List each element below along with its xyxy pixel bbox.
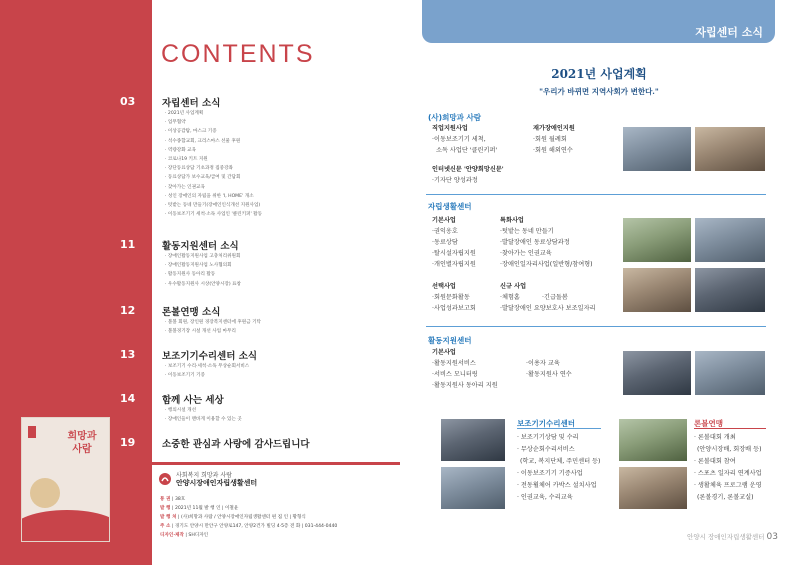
program-title: 기본사업 (432, 217, 456, 224)
program-item: ·활동지원서비스 (432, 360, 476, 367)
photo-repair-2 (440, 466, 506, 510)
page-footer (687, 532, 778, 542)
toc-sub-list (165, 406, 242, 424)
toc-sub-item[interactable]: · 장애인활동지원사업 고충처리위원회 (165, 254, 241, 259)
photo-seminar (694, 350, 766, 396)
toc-title[interactable]: 소중한 관심과 사랑에 감사드립니다 (162, 439, 310, 450)
cover-title: 희망과 사람 (67, 431, 97, 455)
toc-sub-item[interactable]: · 장단동료상담 기초과정 집중강좌 (165, 166, 233, 172)
magazine-cover-thumbnail (21, 417, 110, 542)
program-item: ·회원문화활동 (432, 294, 470, 301)
program-item: · 전동휠체어 카박스 설치사업 (517, 482, 597, 489)
photo-repair-1 (440, 418, 506, 462)
photo-lawnbowls-1 (618, 418, 688, 462)
section-header-tab (422, 0, 775, 43)
toc-sub-item[interactable]: · 장애인들이 맨바게 이용할 수 있는 곳 (165, 417, 242, 423)
toc-sub-list (165, 109, 262, 219)
section-heading-activity: 활동지원센터 (428, 336, 472, 345)
organization-logo-icon (158, 472, 172, 486)
program-item: ·체험홈 (500, 294, 520, 301)
toc-sub-item[interactable]: · 2021년 사업계획 (165, 111, 204, 116)
contents-title: CONTENTS (161, 40, 315, 68)
toc-sub-item[interactable]: · 행의시설 개선 (165, 408, 197, 413)
photo-lecture (694, 267, 766, 313)
photo-event (622, 217, 692, 263)
toc-sub-item[interactable]: · 볼볼경기장 시설 개선 사업 마무리 (165, 329, 236, 335)
toc-number: 19 (120, 436, 136, 449)
publisher-org-line2: 안양시장애인자립생활센터 (176, 479, 258, 487)
cover-moon-illustration (30, 478, 60, 508)
publisher-divider (152, 462, 400, 465)
toc-title[interactable]: 론볼연맹 소식 (162, 307, 221, 318)
toc-title[interactable]: 자립센터 소식 (162, 98, 221, 109)
program-item: ·회원 월례회 (533, 136, 567, 143)
section-heading-hope: (사)희망과 사람 (428, 113, 481, 122)
program-item: · 무상순회수리서비스 (517, 446, 575, 453)
toc-title[interactable]: 함께 사는 세상 (162, 395, 224, 406)
toc-sub-item[interactable]: · 보조기기 수리·세척·소독 무상순회서비스 (165, 364, 250, 369)
program-item: · 론볼대회 개최 (694, 434, 736, 441)
program-item: ·개인별자립지원 (432, 261, 476, 268)
program-item: (론볼경기, 론볼교실) (697, 494, 754, 501)
section-divider (517, 428, 601, 429)
program-item: ·이용자 교육 (526, 360, 560, 367)
toc-number: 14 (120, 392, 136, 405)
program-item: ·회원 해외연수 (533, 147, 573, 154)
cover-ribbon (28, 426, 36, 438)
toc-sub-item[interactable]: · 동료상담가 보수교육/급여 및 간담회 (165, 175, 241, 181)
program-title: 기본사업 (432, 349, 456, 356)
toc-sub-list (165, 318, 261, 336)
toc-sub-item[interactable]: · 볼볼 회원, 장인원 경장복지센터에 후원금 기탁 (165, 320, 261, 325)
section-divider (694, 428, 766, 429)
photo-workshop (622, 267, 692, 313)
toc-title[interactable]: 활동지원센터 소식 (162, 241, 239, 252)
toc-sub-item[interactable]: · 이동보조기기 세척·소독 사업인 '클린키퍼' 활동 (165, 212, 263, 218)
toc-sub-item[interactable]: · 성인 장애인의 자립을 위한 'I, HOME' 개소 (165, 193, 254, 199)
program-item: · 론볼대회 참여 (694, 458, 736, 465)
program-item: · 스포츠 일자리 연계사업 (694, 470, 762, 477)
program-item: 소독 사업단 '클린키퍼' (436, 147, 498, 154)
program-item: ·권익옹호 (432, 228, 458, 235)
photo-lawnbowls-2 (618, 466, 688, 510)
section-heading-repair: 보조기기수리센터 (517, 419, 575, 428)
program-title: 선택사업 (432, 283, 456, 290)
section-divider (426, 194, 766, 195)
publisher-info-line: 통 권 | 38호 (160, 497, 186, 502)
publisher-org-line1: 사회복지 희망과 사람 (176, 472, 232, 479)
program-item: ·텃밭는 동네 만들기 (500, 228, 554, 235)
toc-sub-item[interactable]: · 이상공감탐, 마스크 기증 (165, 129, 217, 135)
program-item: (안양시장배, 회장배 등) (697, 446, 762, 453)
photo-booth (694, 217, 766, 263)
toc-sub-item[interactable]: · 이동보조기기 기증 (165, 373, 205, 379)
toc-title[interactable]: 보조기기수리센터 소식 (162, 351, 258, 362)
program-item: · 이동보조기기 기증사업 (517, 470, 583, 477)
program-item: ·활동지원사 동아리 지원 (432, 382, 498, 389)
program-item: ·이동보조기기 세척, (432, 136, 486, 143)
program-title: 신규 사업 (500, 283, 527, 290)
program-item: ·활동지원사 연수 (526, 371, 572, 378)
toc-sub-item[interactable]: · 활동지원사 동아리 활동 (165, 272, 216, 278)
toc-sub-item[interactable]: · 찾아가는 인권교육 (165, 184, 205, 190)
section-heading-independent: 자립생활센터 (428, 202, 472, 211)
program-item: · 인권교육, 수리교육 (517, 494, 573, 501)
program-item: · 보조기기상담 및 수리 (517, 434, 579, 441)
toc-sub-list (165, 252, 241, 289)
page-number: 03 (766, 532, 778, 542)
program-item: ·찾아가는 인권교육 (500, 250, 552, 257)
program-item: ·서비스 모니터링 (432, 371, 478, 378)
program-title: 특화사업 (500, 217, 524, 224)
program-title: 인터넷신문 '안양희망신문' (432, 166, 504, 173)
footer-text: 안양시 장애인자립생활센터 (687, 533, 765, 541)
toc-sub-item[interactable]: · 텃밭는 동네 만들기(장애인인식개선 지원사업) (165, 203, 261, 209)
publisher-info-line: 발 행 처 | (사)희망과 사람 / 안양시장애인자립생활센터 편 집 인 | 황형식 (160, 515, 306, 520)
photo-members (694, 126, 766, 172)
section-heading-lawnbowls: 론볼연맹 (694, 419, 723, 428)
toc-sub-item[interactable]: · 우수활동지원사 시상(안양시장) 표창 (165, 281, 241, 287)
section-divider (426, 326, 766, 327)
program-title: 직업지원사업 (432, 125, 468, 132)
toc-number: 03 (120, 95, 136, 108)
toc-number: 13 (120, 348, 136, 361)
toc-number: 12 (120, 304, 136, 317)
toc-number: 11 (120, 238, 136, 251)
toc-sub-item[interactable]: · 장애인활동지원사업 노사협의회 (165, 263, 232, 269)
program-item: ·사업성과보고회 (432, 305, 476, 312)
program-item: ·발달장애인 요양보호사 보조일자리 (500, 305, 596, 312)
section-header-title: 자립센터 소식 (695, 26, 763, 39)
plan-title: 2021년 사업계획 (551, 67, 647, 81)
program-item: ·동료상담 (432, 239, 458, 246)
toc-sub-item[interactable]: · 코로나19 키트 지원 (165, 157, 208, 163)
program-item: ·기자단 양성과정 (432, 177, 478, 184)
program-item: (학교, 복지단체, 주민센터 등) (520, 458, 601, 465)
cover-hill-illustration (21, 510, 110, 542)
photo-clean-keeper (622, 126, 692, 172)
publisher-info-line: 디자인·제작 | SH디자인 (160, 533, 209, 538)
plan-subtitle: "우리가 바뀌면 지역사회가 변한다." (539, 87, 659, 96)
publisher-info-line: 주 소 | 경기도 안양시 만안구 안양로147, 안양2건가 빌딩 4·5층 전 화 | 031-444-0440 (160, 524, 338, 529)
toc-sub-item[interactable]: · 석수종합교회, 크리스마스 선물 후원 (165, 138, 241, 144)
toc-sub-item[interactable]: · 역량강화 교육 (165, 147, 197, 153)
photo-training (622, 350, 692, 396)
publisher-info-line: 발 행 | 2021년 11월 발 행 인 | 이철윤 (160, 506, 239, 511)
program-item: ·장애인일자리사업(일반형/참여형) (500, 261, 593, 268)
program-item: ·발달장애인 동료상담과정 (500, 239, 570, 246)
program-title: 재가장애인지원 (533, 125, 575, 132)
toc-sub-item[interactable]: · 업무협약 (165, 120, 186, 126)
program-item: · 생활체육 프로그램 운영 (694, 482, 762, 489)
program-item: ·긴급돌봄 (542, 294, 568, 301)
program-item: ·탈시설자립지원 (432, 250, 476, 257)
toc-sub-list (165, 362, 249, 380)
